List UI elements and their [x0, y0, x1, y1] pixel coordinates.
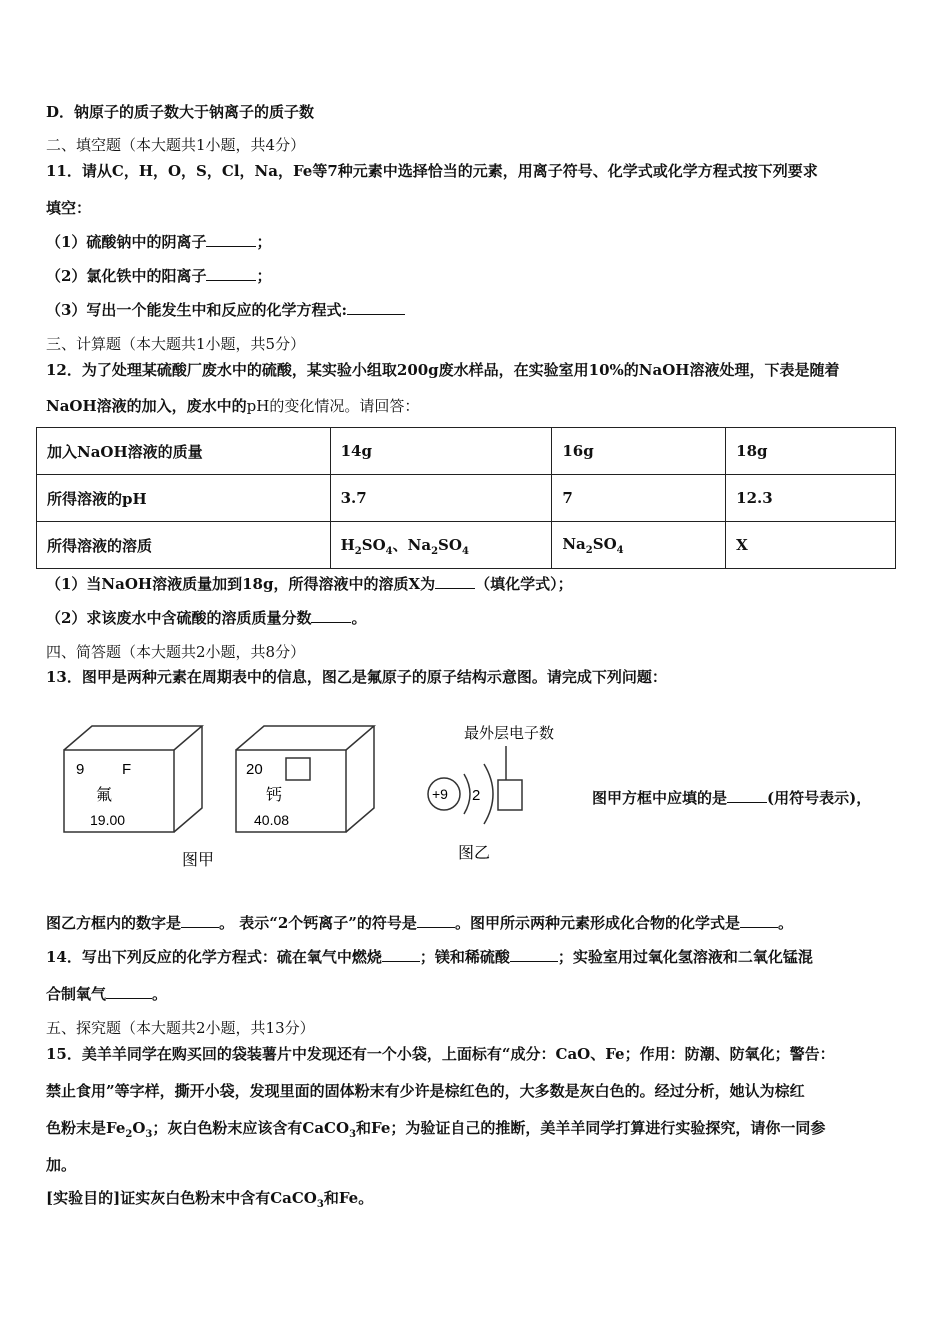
- q11-stem-cont: 填空：: [46, 199, 92, 217]
- fluorine-cube-icon: [64, 726, 202, 832]
- fluorine-number: 9: [76, 761, 85, 778]
- calcium-mass: 40.08: [254, 812, 290, 828]
- q13-stem: 13．图甲是两种元素在周期表中的信息，图乙是氟原子的原子结构示意图。请完成下列问题：: [46, 668, 667, 686]
- answer-blank[interactable]: [311, 608, 351, 623]
- answer-blank[interactable]: [510, 947, 558, 962]
- ph-data-table: [36, 427, 896, 569]
- fluorine-mass: 19.00: [90, 812, 126, 828]
- atom-callout: 最外层电子数: [464, 724, 555, 742]
- q11-part3: （3）写出一个能发生中和反应的化学方程式:: [46, 300, 405, 320]
- q12-part2: （2）求该废水中含硫酸的溶质质量分数 。: [46, 609, 367, 627]
- q15-line3: 色粉末是$Fe_2O_3$；灰白色粉末应该含有CaCO$_3$和Fe；为验证自己的推断，美羊羊同学打算进行实验探究，请你一同参: [46, 1119, 826, 1140]
- fig-side-question: 图甲方框中应填的是 (用符号表示)，: [592, 789, 872, 807]
- table-cell: 3.7: [330, 475, 552, 522]
- table-cell: 18g: [726, 428, 896, 475]
- q12-part1: （1）当NaOH溶液质量加到18g，所得溶液中的溶质X为 （填化学式）；: [46, 575, 573, 593]
- table-cell: 14g: [330, 428, 552, 475]
- shell-arc-icon: [484, 764, 493, 824]
- answer-blank[interactable]: [740, 913, 778, 928]
- q15-line1: 15．美羊羊同学在购买回的袋装薯片中发现还有一个小袋，上面标有“成分：CaO、Fe；作用：防潮、防氧化；警告：: [46, 1045, 835, 1063]
- fluorine-symbol: F: [122, 761, 132, 778]
- section-3-heading: 三、计算题（本大题共1小题，共5分）: [46, 335, 306, 353]
- experiment-aim: [实验目的]证实灰白色粉末中含有CaCO$_3$和Fe。: [46, 1189, 374, 1210]
- outer-shell-box: [498, 780, 522, 810]
- fluorine-name: 氟: [96, 785, 113, 804]
- table-cell: X: [726, 522, 896, 569]
- q12-stem-cont: NaOH溶液的加入，废水中的pH的变化情况。请回答：: [46, 397, 420, 415]
- q14-stem-cont: 合制氧气 。: [46, 985, 168, 1003]
- answer-blank[interactable]: [347, 300, 405, 315]
- q15-line4: 加。: [46, 1156, 77, 1174]
- answer-blank[interactable]: [181, 913, 219, 928]
- shell-arc-icon: [464, 774, 470, 814]
- atom-nucleus: +9: [432, 786, 448, 802]
- q11-part1: （1）硫酸钠中的阴离子 ；: [46, 233, 272, 251]
- atom-shell1: 2: [472, 787, 481, 804]
- answer-blank[interactable]: [382, 947, 420, 962]
- table-cell: $Na_2SO_4$: [552, 522, 726, 569]
- section-4-heading: 四、简答题（本大题共2小题，共8分）: [46, 643, 306, 661]
- table-cell: 加入NaOH溶液的质量: [37, 428, 331, 475]
- answer-blank[interactable]: [106, 984, 152, 999]
- section-2-heading: 二、填空题（本大题共1小题，共4分）: [46, 136, 306, 154]
- q15-line2: 禁止食用”等字样，撕开小袋，发现里面的固体粉末有少许是棕红色的，大多数是灰白色的。经过分析，她认为棕红: [46, 1082, 805, 1100]
- table-cell: 12.3: [726, 475, 896, 522]
- option-d: D．钠原子的质子数大于钠离子的质子数: [46, 103, 315, 121]
- calcium-number: 20: [246, 761, 263, 778]
- q12-stem: 12．为了处理某硫酸厂废水中的硫酸，某实验小组取200g废水样品，在实验室用10%的NaOH溶液处理，下表是随着: [46, 361, 840, 379]
- table-cell: 7: [552, 475, 726, 522]
- answer-blank[interactable]: [206, 266, 256, 281]
- element-figure: [40, 710, 600, 890]
- answer-blank[interactable]: [206, 232, 256, 247]
- answer-blank[interactable]: [435, 574, 475, 589]
- table-row: [37, 475, 896, 522]
- fig-b-label: 图乙: [458, 843, 491, 862]
- calcium-name: 钙: [266, 785, 283, 804]
- q14-stem: 14．写出下列反应的化学方程式：硫在氧气中燃烧 ；镁和稀硫酸 ；实验室用过氧化氢溶液和二氧化锰混: [46, 948, 813, 966]
- answer-blank[interactable]: [417, 913, 455, 928]
- q13-followup: 图乙方框内的数字是 。 表示“2个钙离子”的符号是 。图甲所示两种元素形成化合物的化学式是 。: [46, 914, 793, 932]
- table-row: [37, 428, 896, 475]
- q11-stem: 11．请从C，H，O，S，Cl，Na，Fe等7种元素中选择恰当的元素，用离子符号、化学式或化学方程式按下列要求: [46, 162, 818, 180]
- table-cell: 所得溶液的溶质: [37, 522, 331, 569]
- table-cell: 所得溶液的pH: [37, 475, 331, 522]
- fig-a-label: 图甲: [182, 850, 215, 869]
- table-cell: 16g: [552, 428, 726, 475]
- table-row: [37, 522, 896, 569]
- table-cell: $H_2SO_4$、$Na_2SO_4$: [330, 522, 552, 569]
- q11-part2: （2）氯化铁中的阳离子 ；: [46, 267, 272, 285]
- section-5-heading: 五、探究题（本大题共2小题，共13分）: [46, 1019, 315, 1037]
- answer-blank[interactable]: [727, 788, 767, 803]
